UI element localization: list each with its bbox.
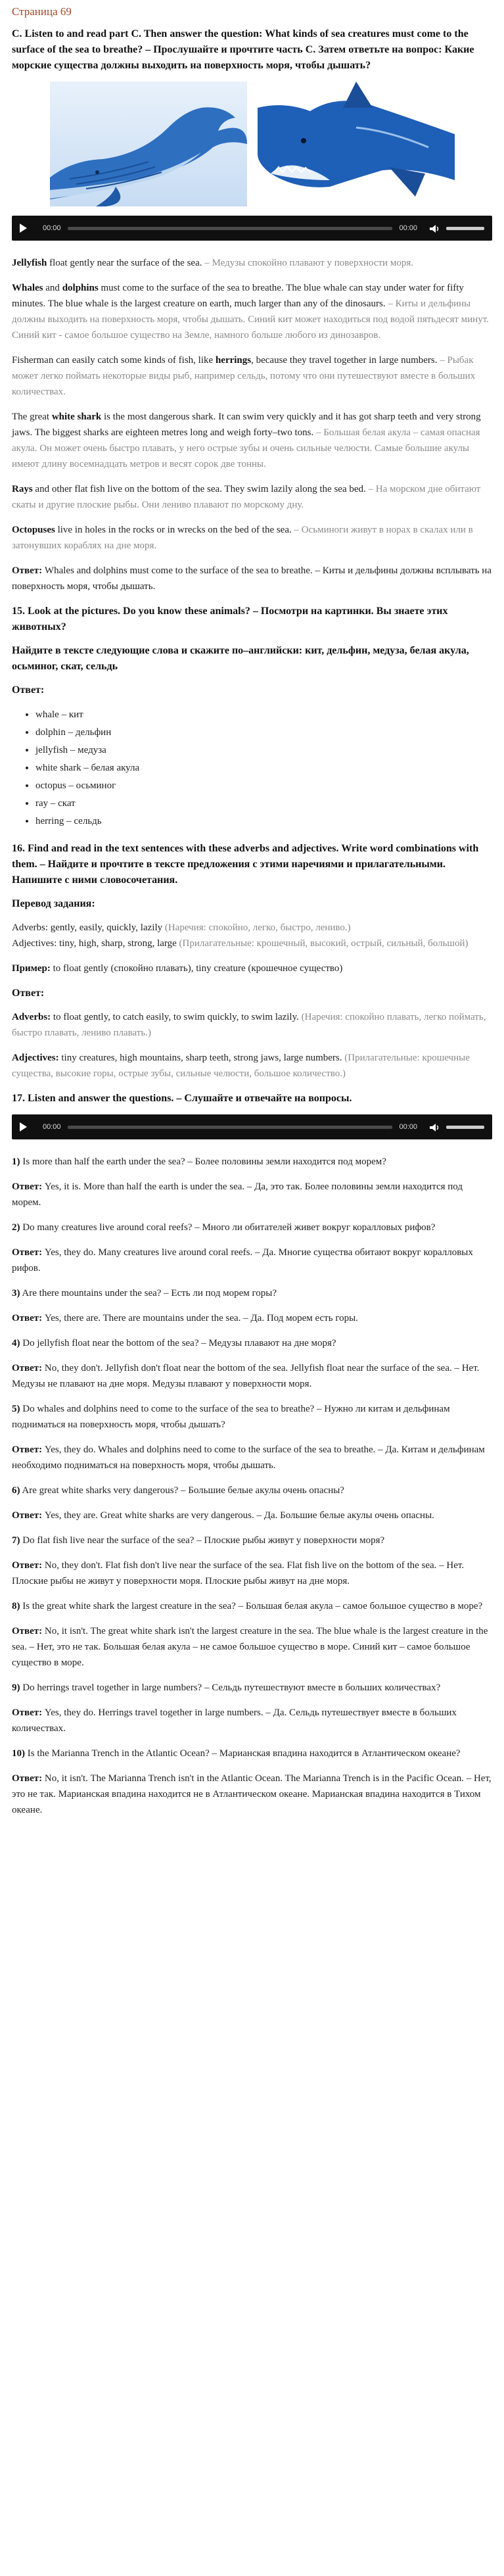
- question-number: 10): [12, 1748, 25, 1759]
- answer-text: Yes, they are. Great white sharks are very dangerous. – Да. Большие белые акулы очень опасны.: [42, 1510, 434, 1521]
- keyword: white shark: [51, 412, 102, 422]
- russian-translation: – Большая белая акула – самая опасная акула. Он может очень быстро плавать, у него острые зубы и очень сильные челюсти. Самые большие акулы имеют длину восемнадцать метров и весят сорок две тонны.: [12, 427, 480, 469]
- paragraph-shark: [12, 409, 492, 472]
- question-text: Are great white sharks very dangerous? – Большие белые акулы очень опасны?: [20, 1485, 344, 1496]
- question: [12, 1285, 492, 1301]
- question-number: 8): [12, 1601, 20, 1611]
- list-item: • dolphin – дельфин: [35, 724, 492, 742]
- adverbs-answer-translation: (Наречия: спокойно плавать, легко поймать, быстро плавать, лениво плавать.): [12, 1012, 486, 1038]
- english-text: and: [43, 283, 62, 293]
- answer-label: Ответ:: [12, 565, 43, 576]
- task-c-answer: [12, 563, 492, 594]
- answer-text: Yes, they do. Herrings travel together in large numbers. – Да. Сельдь путешествует вместе в больших количествах.: [12, 1707, 457, 1734]
- shark-illustration: [258, 82, 455, 206]
- seek-bar[interactable]: [68, 227, 393, 230]
- task-c-heading: C. Listen to and read part C. Then answer the question: What kinds of sea creatures must come to the surface of the sea to breathe? – Прослушайте и прочтите часть C. Затем ответьте на вопрос: Какие морские существа должны выходить на поверхность моря, чтобы дышать?: [12, 28, 474, 71]
- question-text: Is the Marianna Trench in the Atlantic Ocean? – Марианская впадина находится в Атлантическом океане?: [25, 1748, 461, 1759]
- answer: [12, 1442, 492, 1473]
- english-text: must come to the surface of the sea to breathe. The blue whale can stay under water for fifty minutes. The blue whale is the largest creature on earth, much larger than any of the dinosaurs.: [12, 283, 464, 309]
- russian-translation: – Киты и дельфины должны выходить на поверхность моря, чтобы дышать. Синий кит может находиться под водой пятьдесят минут. Синий кит - самое большое существо на Земле, намного больше любого из динозавров.: [12, 298, 489, 341]
- question: [12, 1533, 492, 1548]
- answer-label: Ответ:: [12, 1707, 43, 1718]
- question-number: 3): [12, 1288, 20, 1299]
- audio-player: [12, 216, 492, 241]
- english-text: live in holes in the rocks or in wrecks on the bed of the sea.: [55, 525, 292, 535]
- adjectives-answer-translation: (Прилагательные: крошечные существа, высокие горы, острые зубы, сильные челюсти, большое количество.): [12, 1053, 470, 1079]
- answer-label: Ответ:: [12, 1313, 43, 1324]
- list-item: • whale – кит: [35, 706, 492, 724]
- answer: [12, 1310, 492, 1326]
- audio-player: [12, 1114, 492, 1139]
- play-icon[interactable]: [20, 224, 27, 233]
- answer-label: Ответ:: [12, 1181, 43, 1192]
- answer-text: No, it isn't. The Marianna Trench isn't in the Atlantic Ocean. The Marianna Trench is in the Pacific Ocean. – Нет, это не так. Марианская впадина находится не в Атлантическом океане. Марианская впадина находится в Тихом океане.: [12, 1773, 492, 1815]
- question-text: Do flat fish live near the surface of the sea? – Плоские рыбы живут у поверхности моря?: [20, 1535, 385, 1546]
- question-number: 7): [12, 1535, 20, 1546]
- adverbs-translation: (Наречия: спокойно, легко, быстро, лениво.): [162, 922, 351, 933]
- question-number: 6): [12, 1485, 20, 1496]
- adjectives-label: Adjectives:: [12, 1053, 59, 1063]
- answer-text: No, it isn't. The great white shark isn't the largest creature in the sea. The blue whale is the largest creature in the sea. – Нет, это не так. Большая белая акула – не самое большое существо в море. Синий кит – самое большое существо в море.: [12, 1626, 488, 1668]
- english-text: The great: [12, 412, 52, 422]
- adjectives-translation: (Прилагательные: крошечный, высокий, острый, сильный, большой): [176, 938, 469, 949]
- question: [12, 1483, 492, 1498]
- question-text: Do herrings travel together in large numbers? – Сельдь путешествуют вместе в больших количествах?: [20, 1682, 441, 1693]
- keyword: Jellyfish: [12, 258, 47, 268]
- seek-bar[interactable]: [68, 1126, 393, 1129]
- english-text: Fisherman can easily catch some kinds of fish, like: [12, 355, 216, 366]
- task-15-heading: 15. Look at the pictures. Do you know these animals? – Посмотри на картинки. Вы знаете этих животных?: [12, 606, 448, 632]
- answer-label: Ответ:: [12, 1444, 43, 1455]
- question-text: Is the great white shark the largest creature in the sea? – Большая белая акула – самое большое существо в море?: [20, 1601, 483, 1611]
- question: [12, 1598, 492, 1614]
- task-17-heading: 17. Listen and answer the questions. – Слушайте и отвечайте на вопросы.: [12, 1093, 352, 1104]
- adverbs-answer: to float gently, to catch easily, to swim quickly, to swim lazily.: [51, 1012, 299, 1022]
- page-number-link[interactable]: Страница 69: [12, 5, 72, 18]
- play-icon[interactable]: [20, 1122, 27, 1132]
- answer: [12, 1245, 492, 1276]
- russian-translation: – Рыбак может легко поймать некоторые виды рыб, например сельдь, потому что они путешествуют вместе в больших количествах.: [12, 355, 476, 397]
- task-15-answer-label: Ответ:: [12, 684, 45, 696]
- volume-icon[interactable]: [429, 1122, 441, 1132]
- keyword: herrings: [215, 355, 252, 366]
- adverbs-list: Adverbs: gently, easily, quickly, lazily: [12, 922, 163, 933]
- volume-slider[interactable]: [446, 227, 484, 230]
- task-16-adverbs-answer: [12, 1009, 492, 1041]
- volume-icon[interactable]: [429, 224, 441, 233]
- list-item: • ray – скат: [35, 795, 492, 813]
- whale-illustration: [50, 82, 247, 206]
- question-number: 9): [12, 1682, 20, 1693]
- question-number: 2): [12, 1222, 20, 1233]
- question: [12, 1680, 492, 1696]
- answer-text: No, they don't. Jellyfish don't float near the bottom of the sea. Jellyfish float near the surface of the sea. – Нет. Медузы не плавают на дне моря. Медузы плавают у поверхности моря.: [12, 1363, 480, 1389]
- question-number: 4): [12, 1338, 20, 1348]
- english-text: and other flat fish live on the bottom of the sea. They swim lazily along the sea bed.: [32, 484, 366, 494]
- example-label: Пример:: [12, 963, 51, 974]
- illustrations: [12, 82, 492, 206]
- adjectives-list: Adjectives: tiny, high, sharp, strong, large: [12, 938, 177, 949]
- russian-translation: – На морском дне обитают скаты и другие плоские рыбы. Они лениво плавают по морскому дну.: [12, 484, 481, 510]
- task-16-adjectives-answer: [12, 1050, 492, 1082]
- paragraph-whales: [12, 280, 492, 343]
- answer-text: Yes, they do. Whales and dolphins need to come to the surface of the sea to breathe. – Да. Китам и дельфинам необходимо подниматься на поверхность моря, чтобы дышать.: [12, 1444, 485, 1471]
- answer-text: Yes, there are. There are mountains under the sea. – Да. Под морем есть горы.: [42, 1313, 358, 1324]
- question-text: Do many creatures live around coral reefs? – Много ли обитателей живет вокруг коралловых рифов?: [20, 1222, 436, 1233]
- task-15-subheading: Найдите в тексте следующие слова и скажите по–английски: кит, дельфин, медуза, белая акула, осьминог, скат, сельдь: [12, 645, 469, 672]
- keyword: Octopuses: [12, 525, 55, 535]
- question-text: Do jellyfish float near the bottom of the sea? – Медузы плавают на дне моря?: [20, 1338, 336, 1348]
- question-answer-list: [12, 1154, 492, 1818]
- question: [12, 1154, 492, 1170]
- current-time: 00:00: [43, 224, 61, 232]
- question-number: 5): [12, 1404, 20, 1414]
- english-text: float gently near the surface of the sea.: [47, 258, 202, 268]
- answer-label: Ответ:: [12, 1363, 43, 1373]
- list-item: • white shark – белая акула: [35, 759, 492, 777]
- question-text: Are there mountains under the sea? – Есть ли под морем горы?: [20, 1288, 277, 1299]
- answer-text: Yes, it is. More than half the earth is under the sea. – Да, это так. Более половины земли находится под морем.: [12, 1181, 463, 1208]
- answer: [12, 1623, 492, 1671]
- adjectives-answer: tiny creatures, high mountains, sharp teeth, strong jaws, large numbers.: [58, 1053, 342, 1063]
- question: [12, 1220, 492, 1235]
- russian-translation: – Медузы спокойно плавают у поверхности моря.: [202, 258, 413, 268]
- question: [12, 1746, 492, 1761]
- answer: [12, 1360, 492, 1392]
- vocabulary-list: [12, 706, 492, 830]
- answer-label: Ответ:: [12, 1247, 43, 1258]
- list-item: • jellyfish – медуза: [35, 742, 492, 759]
- paragraph-herrings: [12, 352, 492, 400]
- paragraph-rays: [12, 481, 492, 513]
- answer-label: Ответ:: [12, 1773, 43, 1784]
- task-16-translation-label: Перевод задания:: [12, 898, 95, 909]
- task-16-heading: 16. Find and read in the text sentences with these adverbs and adjectives. Write word combinations with them. – Найдите и прочтите в тексте предложения с этими наречиями и прилагательными. Напишите с ними словосочетания.: [12, 843, 479, 886]
- answer: [12, 1771, 492, 1818]
- paragraph-jellyfish: [12, 255, 492, 271]
- question-number: 1): [12, 1157, 20, 1167]
- example-text: to float gently (спокойно плавать), tiny creature (крошечное существо): [50, 963, 343, 974]
- answer-text: Whales and dolphins must come to the surface of the sea to breathe. – Киты и дельфины должны всплывать на поверхность моря, чтобы дышать.: [12, 565, 492, 592]
- english-text: , because they travel together in large numbers.: [251, 355, 438, 366]
- keyword: Whales: [12, 283, 43, 293]
- question: [12, 1335, 492, 1351]
- keyword: dolphins: [62, 283, 99, 293]
- answer: [12, 1179, 492, 1210]
- answer-text: Yes, they do. Many creatures live around coral reefs. – Да. Многие существа обитают вокруг коралловых рифов.: [12, 1247, 473, 1274]
- paragraph-octopuses: [12, 522, 492, 554]
- answer: [12, 1558, 492, 1589]
- answer-label: Ответ:: [12, 1560, 43, 1571]
- adverbs-label: Adverbs:: [12, 1012, 51, 1022]
- answer: [12, 1508, 492, 1523]
- duration: 00:00: [399, 1123, 417, 1131]
- answer: [12, 1705, 492, 1736]
- task-16-word-list: [12, 920, 492, 951]
- duration: 00:00: [399, 224, 417, 232]
- question: [12, 1401, 492, 1433]
- keyword: Rays: [12, 484, 33, 494]
- volume-slider[interactable]: [446, 1126, 484, 1129]
- list-item: • octopus – осьминог: [35, 777, 492, 795]
- answer-label: Ответ:: [12, 1626, 43, 1636]
- answer-text: No, they don't. Flat fish don't live near the surface of the sea. Flat fish live on the bottom of the sea. – Нет. Плоские рыбы не живут у поверхности моря. Плоские рыбы живут на дне моря.: [12, 1560, 465, 1586]
- english-text: is the most dangerous shark. It can swim very quickly and it has got sharp teeth and very strong jaws. The biggest sharks are eighteen metres long and weigh forty–two tons.: [12, 412, 481, 438]
- question-text: Do whales and dolphins need to come to the surface of the sea to breathe? – Нужно ли китам и дельфинам подниматься на поверхность моря, чтобы дышать?: [12, 1404, 450, 1430]
- answer-label: Ответ:: [12, 1510, 43, 1521]
- current-time: 00:00: [43, 1123, 61, 1131]
- question-text: Is more than half the earth under the sea? – Более половины земли находится под морем?: [20, 1157, 386, 1167]
- russian-translation: – Осьминоги живут в норах в скалах или в затонувших кораблях на дне моря.: [12, 525, 473, 551]
- task-16-example: [12, 961, 492, 976]
- task-16-answer-label: Ответ:: [12, 988, 45, 999]
- list-item: • herring – сельдь: [35, 813, 492, 830]
